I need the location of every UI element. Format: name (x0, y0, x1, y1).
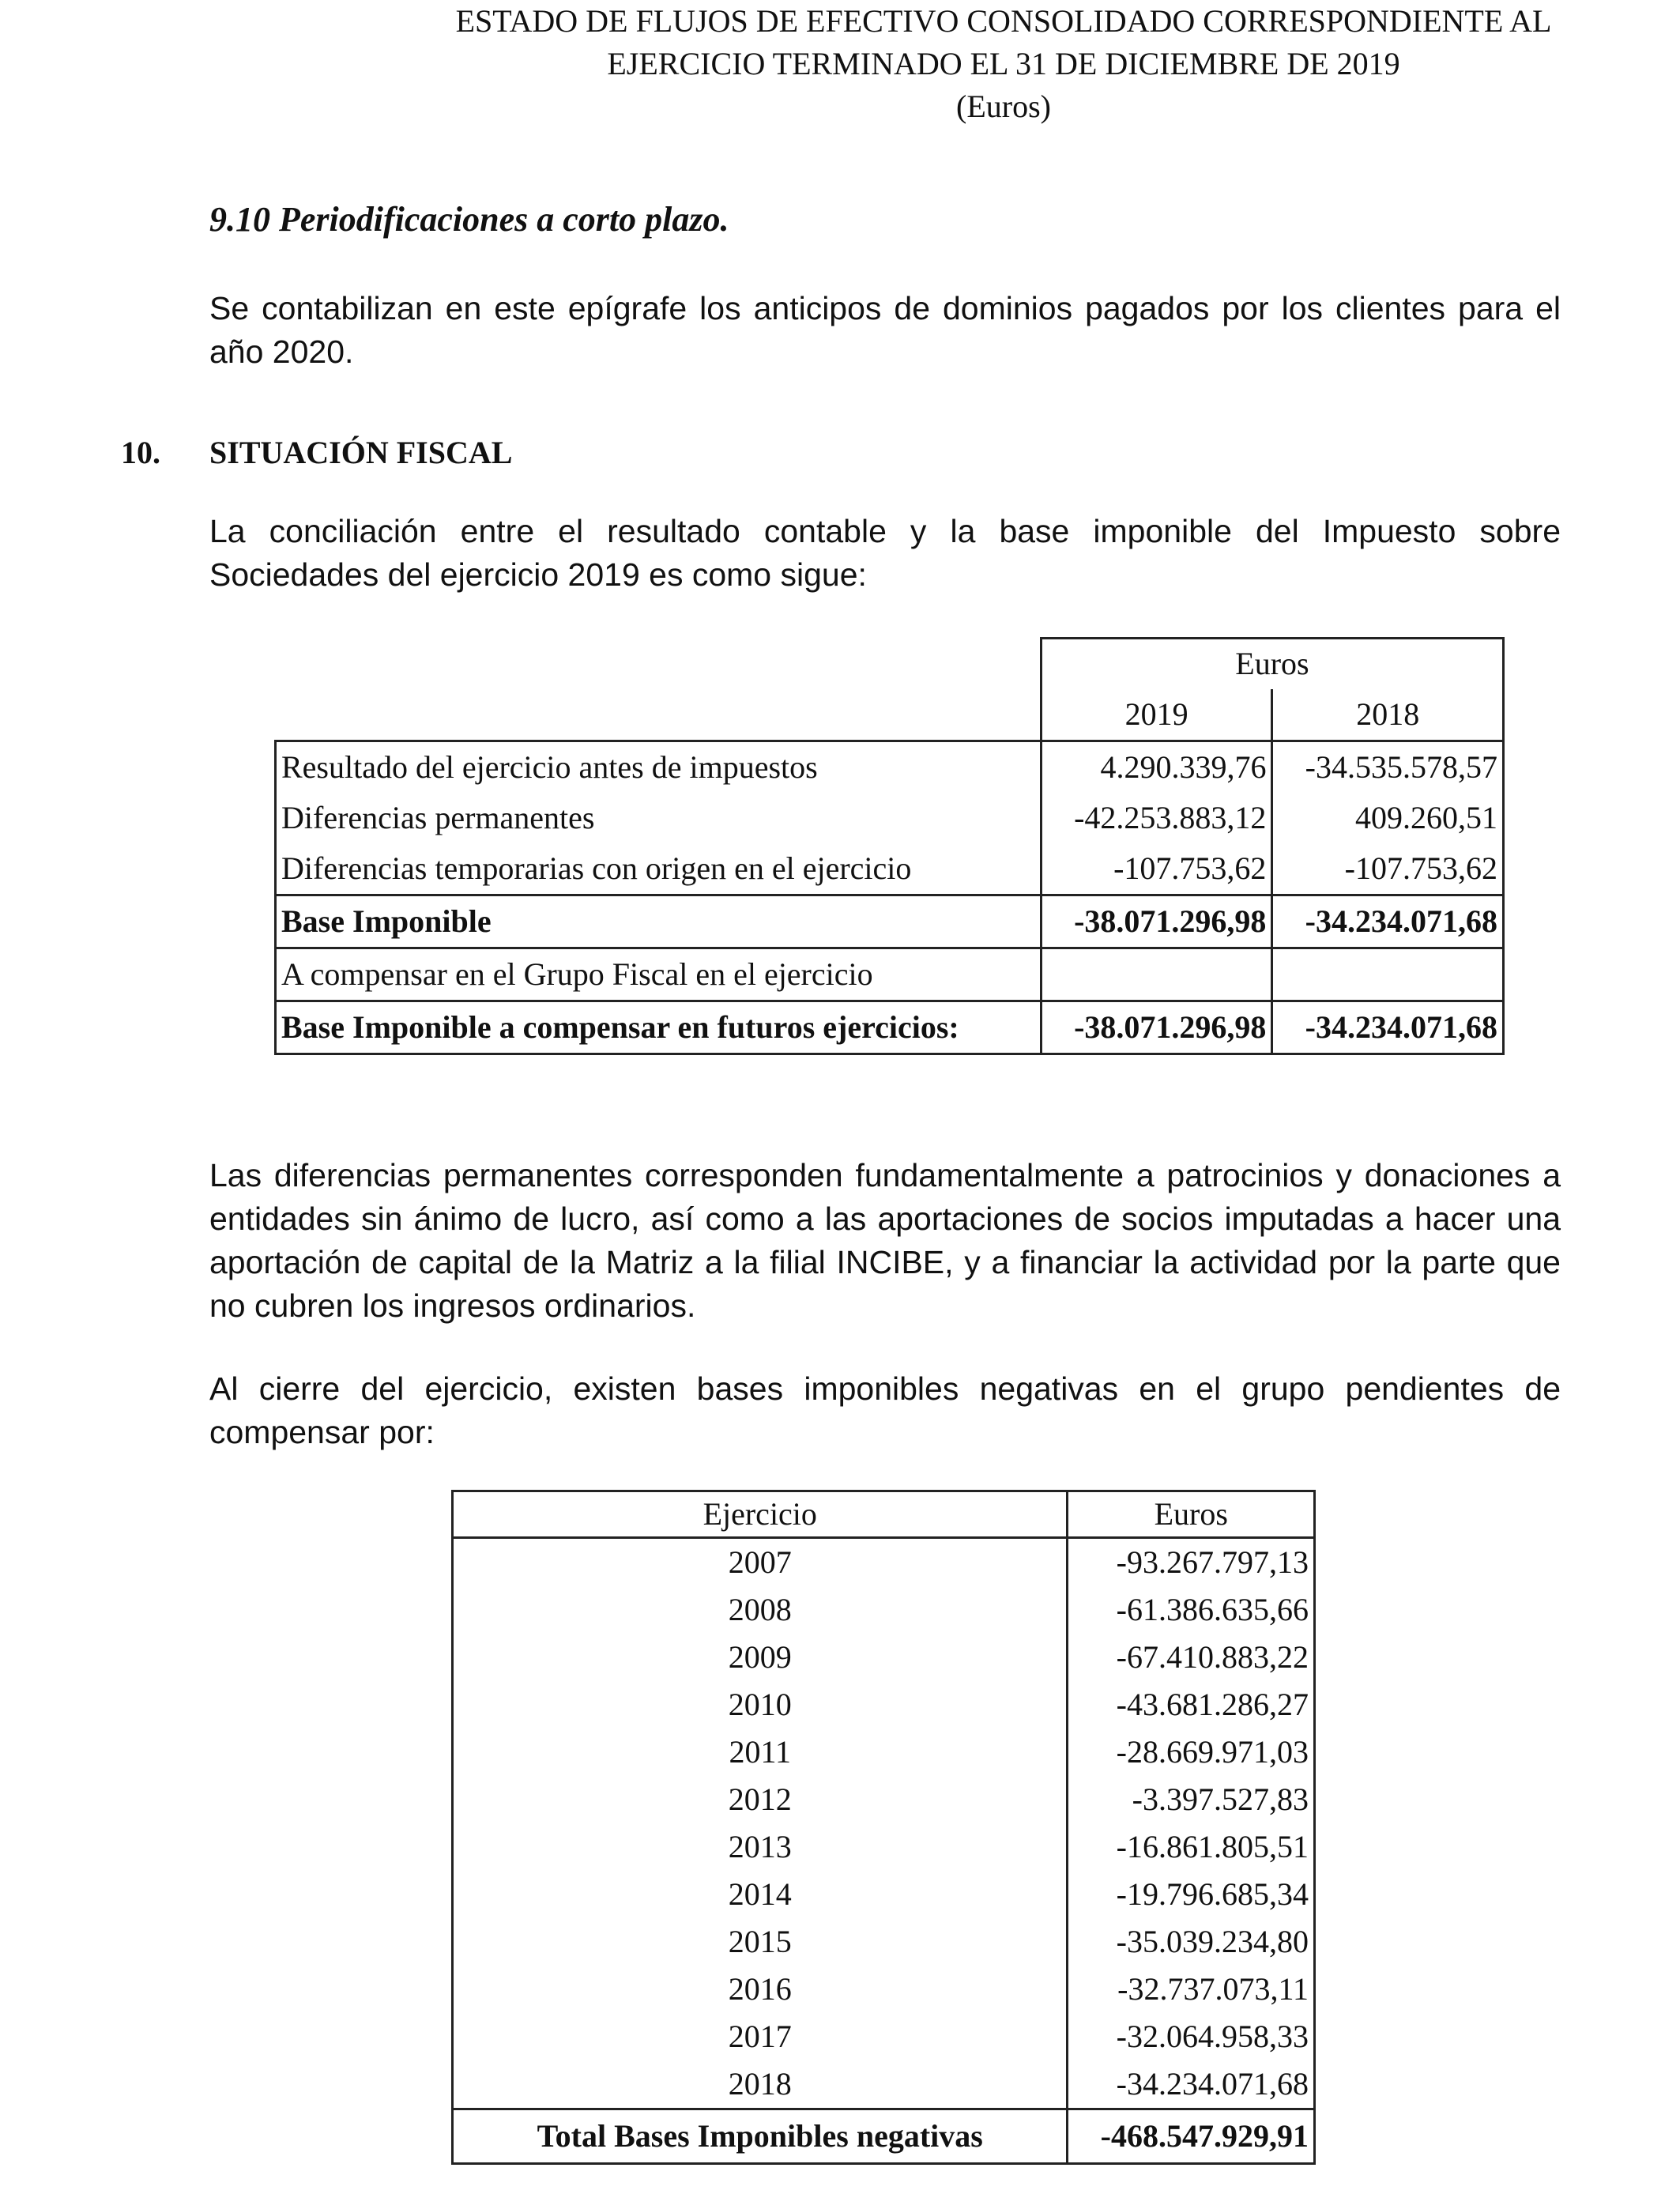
section-10-title: SITUACIÓN FISCAL (209, 435, 513, 470)
years-header-row (276, 689, 1504, 741)
amount-cell: -61.386.635,66 (1068, 1586, 1315, 1634)
empty-header-cell (276, 689, 1042, 741)
amount-cell: -19.796.685,34 (1068, 1871, 1315, 1918)
row-label: Resultado del ejercicio antes de impuestos (276, 741, 1042, 793)
amount-cell: -67.410.883,22 (1068, 1634, 1315, 1681)
column-header-euros: Euros (1068, 1491, 1315, 1538)
table-row (276, 843, 1504, 895)
year-cell: 2018 (453, 2060, 1068, 2109)
document-header (340, 0, 1667, 128)
column-header-year: Ejercicio (453, 1491, 1068, 1538)
negative-bases-paragraph: Al cierre del ejercicio, existen bases imponibles negativas en el grupo pendientes de compensar por: (209, 1370, 1561, 1450)
year-cell: 2013 (453, 1823, 1068, 1871)
amount-cell: -28.669.971,03 (1068, 1728, 1315, 1776)
table-row (453, 1538, 1315, 1587)
year-cell: 2017 (453, 2013, 1068, 2060)
table-row (453, 1966, 1315, 2013)
year-cell: 2008 (453, 1586, 1068, 1634)
year-cell: 2012 (453, 1776, 1068, 1823)
year-cell: 2011 (453, 1728, 1068, 1776)
table-row (276, 948, 1504, 1001)
year-cell: 2007 (453, 1538, 1068, 1587)
amount-cell: -32.064.958,33 (1068, 2013, 1315, 2060)
value-2018 (1272, 948, 1504, 1001)
year-cell: 2010 (453, 1681, 1068, 1728)
table-row (453, 1871, 1315, 1918)
value-2019 (1041, 948, 1272, 1001)
negative-tax-bases-table (451, 1490, 1316, 2165)
amount-cell: -93.267.797,13 (1068, 1538, 1315, 1587)
row-label: Diferencias permanentes (276, 793, 1042, 843)
amount-cell: -3.397.527,83 (1068, 1776, 1315, 1823)
amount-cell: -34.234.071,68 (1068, 2060, 1315, 2109)
total-row (453, 2109, 1315, 2164)
value-2019: -42.253.883,12 (1041, 793, 1272, 843)
table-row (453, 1681, 1315, 1728)
year-cell: 2015 (453, 1918, 1068, 1966)
row-label: Diferencias temporarias con origen en el ejercicio (276, 843, 1042, 895)
value-2018: 409.260,51 (1272, 793, 1504, 843)
row-label: A compensar en el Grupo Fiscal en el ejercicio (276, 948, 1042, 1001)
section-9-10-text: Se contabilizan en este epígrafe los anticipos de dominios pagados por los clientes para el año 2020. (209, 290, 1561, 370)
amount-cell: -35.039.234,80 (1068, 1918, 1315, 1966)
table-row (453, 1776, 1315, 1823)
table-row (453, 1823, 1315, 1871)
permanent-differences-paragraph: Las diferencias permanentes corresponden fundamentalmente a patrocinios y donaciones a entidades sin ánimo de lucro, así como a las aportaciones de socios imputadas a hacer una aportación de capital de la Matriz a la filial INCIBE, y a financiar la actividad por la parte que no cubren los ingresos ordinarios. (209, 1157, 1561, 1324)
year-cell: 2014 (453, 1871, 1068, 1918)
header-line-3: (Euros) (956, 89, 1051, 124)
value-2019: -107.753,62 (1041, 843, 1272, 895)
table-header-row (276, 639, 1504, 689)
year-2019-header: 2019 (1041, 689, 1272, 741)
table-row (453, 1728, 1315, 1776)
value-2018: -34.234.071,68 (1272, 1001, 1504, 1054)
section-10-number: 10. (121, 435, 160, 470)
value-2018: -34.234.071,68 (1272, 895, 1504, 948)
value-2019: -38.071.296,98 (1041, 1001, 1272, 1054)
total-label: Total Bases Imponibles negativas (453, 2109, 1068, 2164)
value-2019: -38.071.296,98 (1041, 895, 1272, 948)
table-row (276, 741, 1504, 793)
table-row (453, 1586, 1315, 1634)
amount-cell: -43.681.286,27 (1068, 1681, 1315, 1728)
total-amount: -468.547.929,91 (1068, 2109, 1315, 2164)
row-label: Base Imponible (276, 895, 1042, 948)
table-row (276, 793, 1504, 843)
header-line-2: EJERCICIO TERMINADO EL 31 DE DICIEMBRE DE 2019 (607, 46, 1400, 81)
year-cell: 2016 (453, 1966, 1068, 2013)
section-10-intro: La conciliación entre el resultado contable y la base imponible del Impuesto sobre Sociedades del ejercicio 2019 es como sigue: (209, 513, 1561, 593)
table-row (453, 1918, 1315, 1966)
row-label: Base Imponible a compensar en futuros ejercicios: (276, 1001, 1042, 1054)
value-2018: -107.753,62 (1272, 843, 1504, 895)
table-row (453, 2060, 1315, 2109)
table-header-row (453, 1491, 1315, 1538)
header-line-1: ESTADO DE FLUJOS DE EFECTIVO CONSOLIDADO CORRESPONDIENTE AL (455, 3, 1552, 39)
year-cell: 2009 (453, 1634, 1068, 1681)
year-2018-header: 2018 (1272, 689, 1504, 741)
value-2019: 4.290.339,76 (1041, 741, 1272, 793)
value-2018: -34.535.578,57 (1272, 741, 1504, 793)
table-row (453, 2013, 1315, 2060)
currency-header: Euros (1041, 639, 1503, 689)
amount-cell: -16.861.805,51 (1068, 1823, 1315, 1871)
table-row (453, 1634, 1315, 1681)
amount-cell: -32.737.073,11 (1068, 1966, 1315, 2013)
tax-reconciliation-table (274, 637, 1505, 1055)
table-row-total (276, 895, 1504, 948)
empty-header-cell (276, 639, 1042, 689)
table-row-total (276, 1001, 1504, 1054)
section-9-10-title: 9.10 Periodificaciones a corto plazo. (209, 200, 729, 239)
